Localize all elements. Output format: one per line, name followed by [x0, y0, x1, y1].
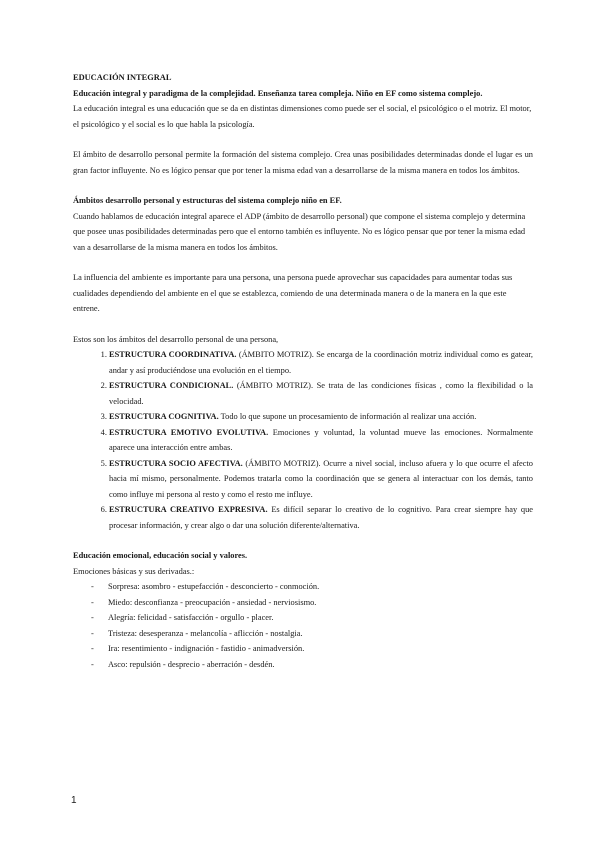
list-item: 2. ESTRUCTURA CONDICIONAL. (ÁMBITO MOTRIZ). Se trata de las condiciones físicas , como la flexibilidad o la velocidad.	[109, 378, 533, 409]
intro-paragraph-2: El ámbito de desarrollo personal permite la formación del sistema complejo. Crea unas posibilidades determinadas donde el lugar es un gran factor influyente. No es lógico pensar que por tener la misma edad van a desarrollarse de la misma manera en todos los ámbitos.	[73, 150, 533, 175]
list-item: 5. ESTRUCTURA SOCIO AFECTIVA. (ÁMBITO MOTRIZ). Ocurre a nivel social, incluso afuera y lo que ocurre el afecto hacia mí mismo, personalmente. Podemos tratarla como la coordinación que se genera al interactuar con los demás, tanto como influye mi persona al resto y como el resto me influye.	[109, 456, 533, 503]
list-item: - Tristeza: desesperanza - melancolía - aflicción - nostalgia.	[91, 626, 533, 642]
section3-intro: Emociones básicas y sus derivadas.:	[73, 566, 195, 576]
list-item: 6. ESTRUCTURA CREATIVO EXPRESIVA. Es difícil separar lo creativo de lo cognitivo. Para crear siempre hay que procesar información, y crear algo o dar una solución diferente/alternativa.	[109, 502, 533, 533]
list-item: - Asco: repulsión - desprecio - aberración - desdén.	[91, 657, 533, 673]
emotions-list	[73, 579, 533, 672]
section2-paragraph-2: La influencia del ambiente es importante para una persona, una persona puede aprovechar sus capacidades para aumentar todas sus cualidades dependiendo del ambiente en el que se establezca, comiendo de una determinada manera o de la manera en la que este entrene.	[73, 273, 513, 313]
page-number: 1	[71, 795, 77, 806]
document-subtitle: Educación integral y paradigma de la complejidad. Enseñanza tarea compleja. Niño en EF como sistema complejo.	[73, 88, 483, 98]
list-item: 3. ESTRUCTURA COGNITIVA. Todo lo que supone un procesamiento de información al realizar una acción.	[109, 409, 533, 425]
list-item: 1. ESTRUCTURA COORDINATIVA. (ÁMBITO MOTRIZ). Se encarga de la coordinación motriz individual como es gatear, andar y así produciéndose una evolución en el tiempo.	[109, 347, 533, 378]
section-heading-emocional: Educación emocional, educación social y valores.	[73, 551, 248, 560]
section2-paragraph-3: Estos son los ámbitos del desarrollo personal de una persona,	[73, 334, 279, 344]
section2-paragraph-1: Cuando hablamos de educación integral aparece el ADP (ámbito de desarrollo personal) que compone el sistema complejo y determina que posee unas posibilidades determinadas pero que el entorno también es influyente. No es lógico pensar que por tener la misma edad van a desarrollarse de la misma manera en todos los ámbitos.	[73, 211, 526, 252]
list-item: - Ira: resentimiento - indignación - fastidio - animadversión.	[91, 641, 533, 657]
intro-paragraph-1: La educación integral es una educación que se da en distintas dimensiones como puede ser el social, el psicológico o el motriz. El motor, el psicológico y el social es lo que habla la psicología.	[73, 104, 532, 129]
list-item: - Miedo: desconfianza - preocupación - ansiedad - nerviosismo.	[91, 595, 533, 611]
list-item: - Alegría: felicidad - satisfacción - orgullo - placer.	[91, 610, 533, 626]
list-item: - Sorpresa: asombro - estupefacción - desconcierto - conmoción.	[91, 579, 533, 595]
section-heading-ambitos: Ámbitos desarrollo personal y estructuras del sistema complejo niño en EF.	[73, 196, 342, 205]
document-title: EDUCACIÓN INTEGRAL	[73, 73, 172, 82]
list-item: 4. ESTRUCTURA EMOTIVO EVOLUTIVA. Emociones y voluntad, la voluntad mueve las emociones. Normalmente aparece una interacción entre ambas.	[109, 425, 533, 456]
document-page	[73, 70, 533, 672]
structures-list	[73, 347, 533, 533]
